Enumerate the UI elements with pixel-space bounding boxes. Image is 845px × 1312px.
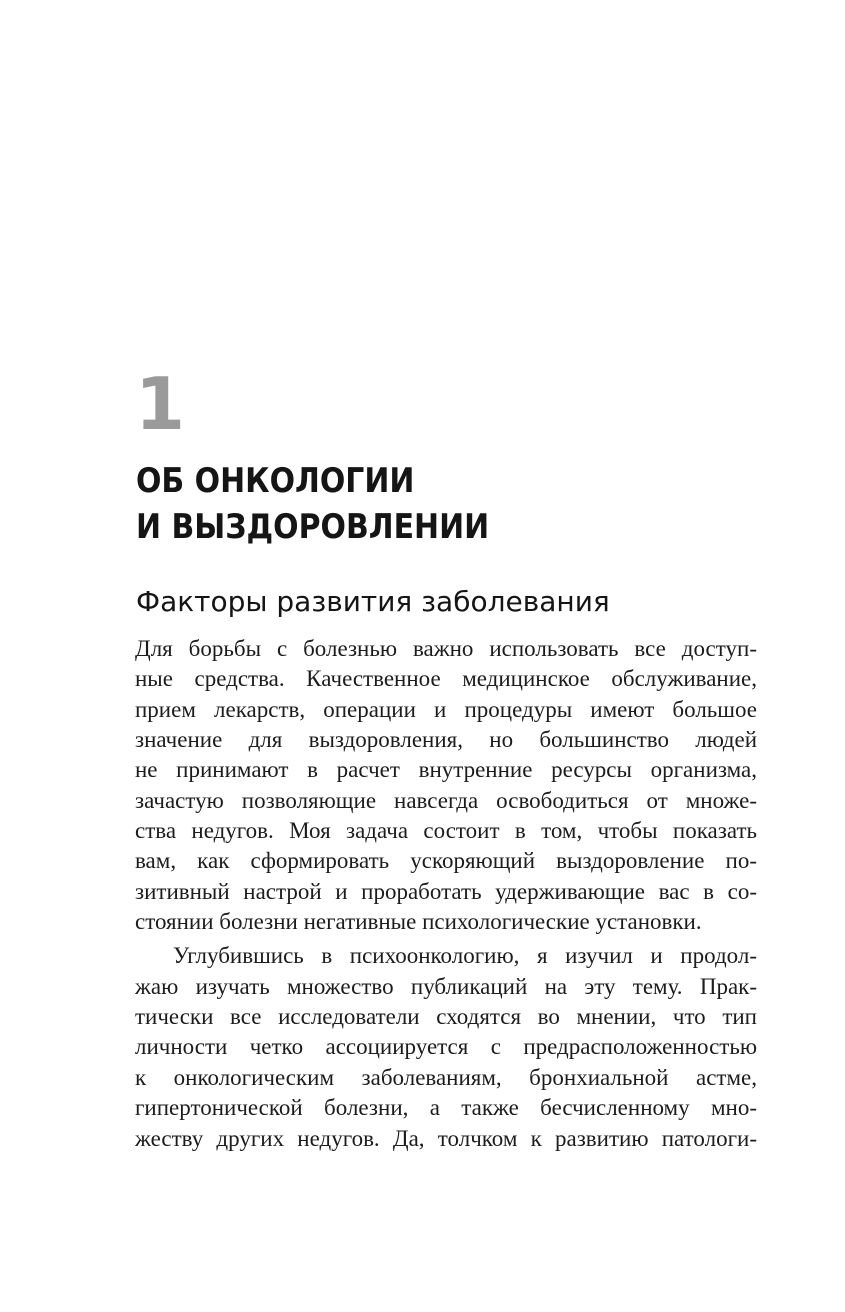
text-line: зачастую позволяющие навсегда освободиться от множе- — [135, 787, 757, 813]
text-line: стоянии болезни негативные психологические установки. — [135, 909, 702, 935]
text-line: гипертонической болезни, а также бесчисленному мно- — [135, 1095, 757, 1121]
text-line: Углубившись в психоонкологию, я изучил и продол- — [173, 943, 757, 969]
text-line: тически все исследователи сходятся во мнении, что тип — [135, 1004, 757, 1030]
text-line: значение для выздоровления, но большинство людей — [135, 727, 757, 753]
text-line: зитивный настрой и проработать удерживающие вас в со- — [135, 878, 757, 904]
section-heading: Факторы развития заболевания — [136, 585, 610, 618]
body-text — [135, 634, 757, 1154]
text-line: прием лекарств, операции и процедуры имеют большое — [135, 696, 757, 722]
text-line: жеству других недугов. Да, толчком к развитию патологи- — [135, 1125, 757, 1151]
text-line: к онкологическим заболеваниям, бронхиальной астме, — [135, 1064, 757, 1090]
paragraph — [135, 634, 757, 937]
chapter-title — [136, 458, 699, 550]
text-line: жаю изучать множество публикаций на эту тему. Прак- — [135, 973, 757, 999]
chapter-title-line: И ВЫЗДОРОВЛЕНИИ — [136, 507, 490, 547]
chapter-number: 1 — [135, 362, 186, 446]
text-line: ные средства. Качественное медицинское обслуживание, — [135, 666, 757, 692]
text-line: личности четко ассоциируется с предрасположенностью — [135, 1034, 757, 1060]
paragraph — [135, 941, 757, 1153]
text-line: вам, как сформировать ускоряющий выздоровление по- — [135, 848, 757, 874]
text-line: не принимают в расчет внутренние ресурсы организма, — [135, 757, 757, 783]
text-line: ства недугов. Моя задача состоит в том, чтобы показать — [135, 818, 757, 844]
chapter-title-line: ОБ ОНКОЛОГИИ — [136, 461, 415, 501]
text-line: Для борьбы с болезнью важно использовать все доступ- — [135, 636, 757, 661]
